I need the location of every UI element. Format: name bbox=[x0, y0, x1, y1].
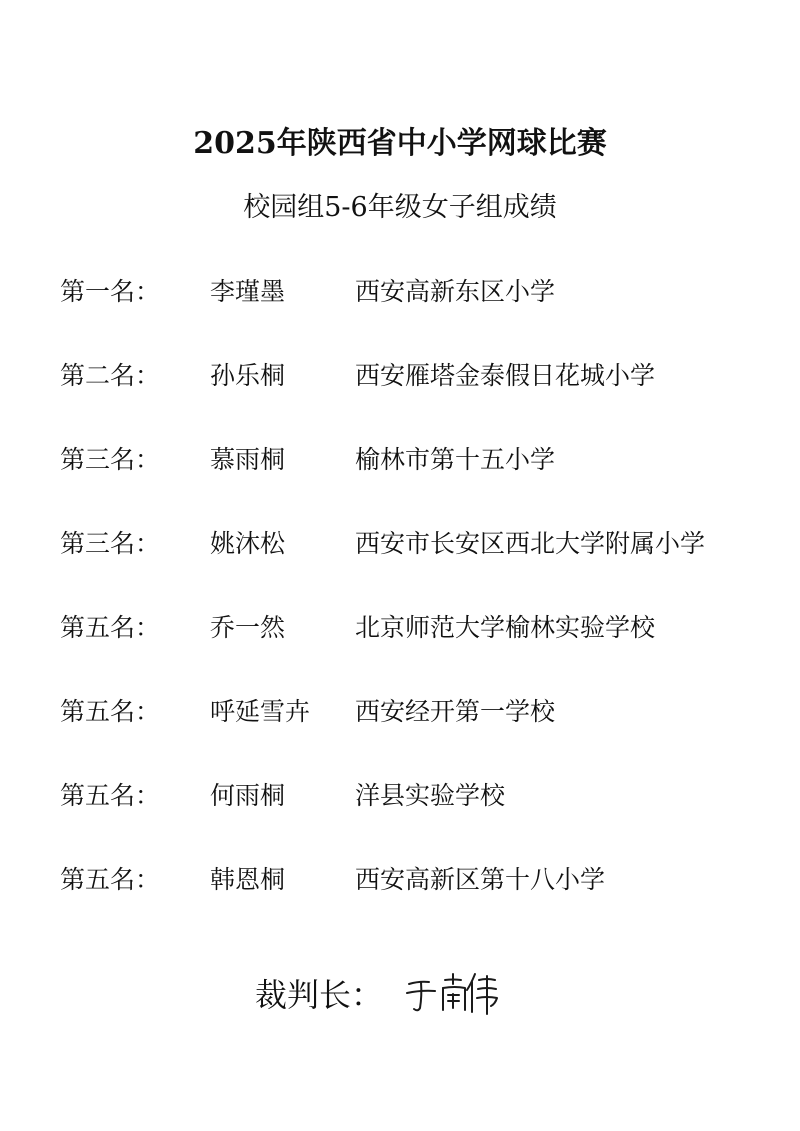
result-name: 何雨桐 bbox=[210, 781, 286, 810]
result-name: 慕雨桐 bbox=[210, 445, 286, 474]
result-rank: 第三名： bbox=[60, 529, 161, 558]
document-subtitle: 校园组5-6年级女子组成绩 bbox=[243, 192, 557, 223]
result-school: 西安高新区第十八小学 bbox=[355, 865, 606, 894]
result-rank: 第五名： bbox=[60, 613, 161, 642]
result-rank: 第五名： bbox=[60, 865, 161, 894]
result-school: 榆林市第十五小学 bbox=[355, 445, 556, 474]
result-name: 韩恩桐 bbox=[210, 865, 286, 894]
result-name: 李瑾墨 bbox=[210, 277, 286, 306]
result-row bbox=[0, 352, 800, 436]
result-rank: 第一名： bbox=[60, 277, 161, 306]
result-rank: 第二名： bbox=[60, 361, 161, 390]
result-row bbox=[0, 520, 800, 604]
result-rank: 第五名： bbox=[60, 697, 161, 726]
result-rank: 第三名： bbox=[60, 445, 161, 474]
results-list bbox=[0, 268, 800, 940]
result-rank: 第五名： bbox=[60, 781, 161, 810]
referee-label: 裁判长： bbox=[255, 976, 384, 1014]
result-school: 洋县实验学校 bbox=[355, 781, 506, 810]
result-school: 西安经开第一学校 bbox=[355, 697, 556, 726]
result-row bbox=[0, 436, 800, 520]
result-name: 孙乐桐 bbox=[210, 361, 286, 390]
result-school: 西安市长安区西北大学附属小学 bbox=[355, 529, 706, 558]
result-name: 姚沐松 bbox=[210, 529, 286, 558]
result-school: 北京师范大学榆林实验学校 bbox=[355, 613, 656, 642]
result-school: 西安高新东区小学 bbox=[355, 277, 556, 306]
referee-signature bbox=[405, 968, 501, 1018]
result-name: 呼延雪卉 bbox=[210, 697, 311, 726]
result-row bbox=[0, 772, 800, 856]
result-row bbox=[0, 268, 800, 352]
document-title: 2025年陕西省中小学网球比赛 bbox=[193, 126, 607, 161]
result-row bbox=[0, 688, 800, 772]
result-school: 西安雁塔金泰假日花城小学 bbox=[355, 361, 656, 390]
result-row bbox=[0, 856, 800, 940]
result-row bbox=[0, 604, 800, 688]
result-name: 乔一然 bbox=[210, 613, 286, 642]
